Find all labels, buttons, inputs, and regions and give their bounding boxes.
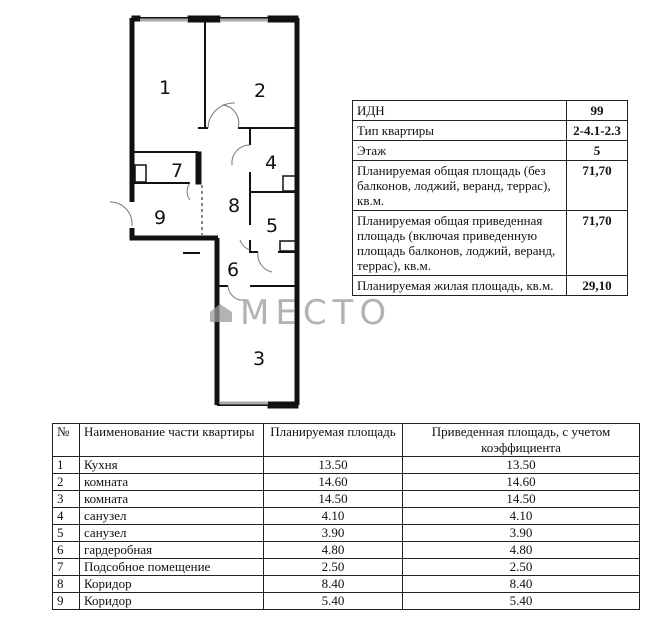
table-row	[53, 525, 640, 542]
table-row	[53, 593, 640, 610]
cell-name: комната	[80, 491, 264, 508]
table-row	[53, 474, 640, 491]
cell-number: 4	[53, 508, 80, 525]
cell-name: Коридор	[80, 576, 264, 593]
rooms-table	[52, 423, 640, 610]
info-label: ИДН	[353, 101, 567, 121]
info-value: 5	[567, 141, 628, 161]
room-label-4: 4	[264, 152, 278, 174]
info-value: 71,70	[567, 161, 628, 211]
info-row	[353, 141, 628, 161]
room-label-5: 5	[265, 215, 279, 237]
cell-reduced-area: 8.40	[403, 576, 640, 593]
info-row	[353, 121, 628, 141]
table-row	[53, 491, 640, 508]
table-header-row	[53, 424, 640, 457]
cell-name: Кухня	[80, 457, 264, 474]
logo-house-icon	[210, 304, 232, 322]
cell-name: Коридор	[80, 593, 264, 610]
cell-area: 13.50	[264, 457, 403, 474]
cell-reduced-area: 3.90	[403, 525, 640, 542]
cell-reduced-area: 4.80	[403, 542, 640, 559]
cell-number: 1	[53, 457, 80, 474]
cell-area: 3.90	[264, 525, 403, 542]
info-value: 71,70	[567, 211, 628, 276]
info-value: 29,10	[567, 276, 628, 296]
cell-name: гардеробная	[80, 542, 264, 559]
room-label-2: 2	[253, 80, 267, 102]
apartment-info-table	[352, 100, 628, 296]
cell-number: 7	[53, 559, 80, 576]
info-label: Планируемая общая площадь (без балконов, лоджий, веранд, террас), кв.м.	[353, 161, 567, 211]
header-reduced-area: Приведенная площадь, с учетом коэффициента	[403, 424, 640, 457]
cell-name: санузел	[80, 508, 264, 525]
watermark: МЕСТО	[240, 293, 393, 333]
room-label-7: 7	[170, 160, 184, 182]
info-label: Тип квартиры	[353, 121, 567, 141]
info-value: 2-4.1-2.3	[567, 121, 628, 141]
info-row	[353, 276, 628, 296]
cell-reduced-area: 14.50	[403, 491, 640, 508]
room-label-3: 3	[252, 348, 266, 370]
cell-area: 14.60	[264, 474, 403, 491]
cell-number: 5	[53, 525, 80, 542]
table-row	[53, 559, 640, 576]
room-label-9: 9	[153, 207, 167, 229]
header-name: Наименование части квартиры	[80, 424, 264, 457]
info-label: Планируемая общая приведенная площадь (включая приведенную площадь балконов, лоджий, веранд, террас), кв.м.	[353, 211, 567, 276]
cell-reduced-area: 13.50	[403, 457, 640, 474]
info-label: Планируемая жилая площадь, кв.м.	[353, 276, 567, 296]
table-row	[53, 508, 640, 525]
info-row	[353, 211, 628, 276]
cell-number: 8	[53, 576, 80, 593]
room-label-8: 8	[227, 195, 241, 217]
info-label: Этаж	[353, 141, 567, 161]
info-row	[353, 101, 628, 121]
room-label-6: 6	[226, 259, 240, 281]
cell-number: 2	[53, 474, 80, 491]
info-value: 99	[567, 101, 628, 121]
cell-name: санузел	[80, 525, 264, 542]
cell-reduced-area: 2.50	[403, 559, 640, 576]
cell-number: 3	[53, 491, 80, 508]
cell-reduced-area: 5.40	[403, 593, 640, 610]
info-row	[353, 161, 628, 211]
cell-number: 6	[53, 542, 80, 559]
cell-area: 4.80	[264, 542, 403, 559]
cell-area: 2.50	[264, 559, 403, 576]
header-area: Планируемая площадь	[264, 424, 403, 457]
table-row	[53, 457, 640, 474]
cell-reduced-area: 14.60	[403, 474, 640, 491]
cell-area: 5.40	[264, 593, 403, 610]
cell-reduced-area: 4.10	[403, 508, 640, 525]
header-number: №	[53, 424, 80, 457]
cell-area: 14.50	[264, 491, 403, 508]
room-label-1: 1	[158, 77, 172, 99]
cell-name: Подсобное помещение	[80, 559, 264, 576]
cell-name: комната	[80, 474, 264, 491]
cell-area: 8.40	[264, 576, 403, 593]
cell-number: 9	[53, 593, 80, 610]
table-row	[53, 576, 640, 593]
cell-area: 4.10	[264, 508, 403, 525]
table-row	[53, 542, 640, 559]
